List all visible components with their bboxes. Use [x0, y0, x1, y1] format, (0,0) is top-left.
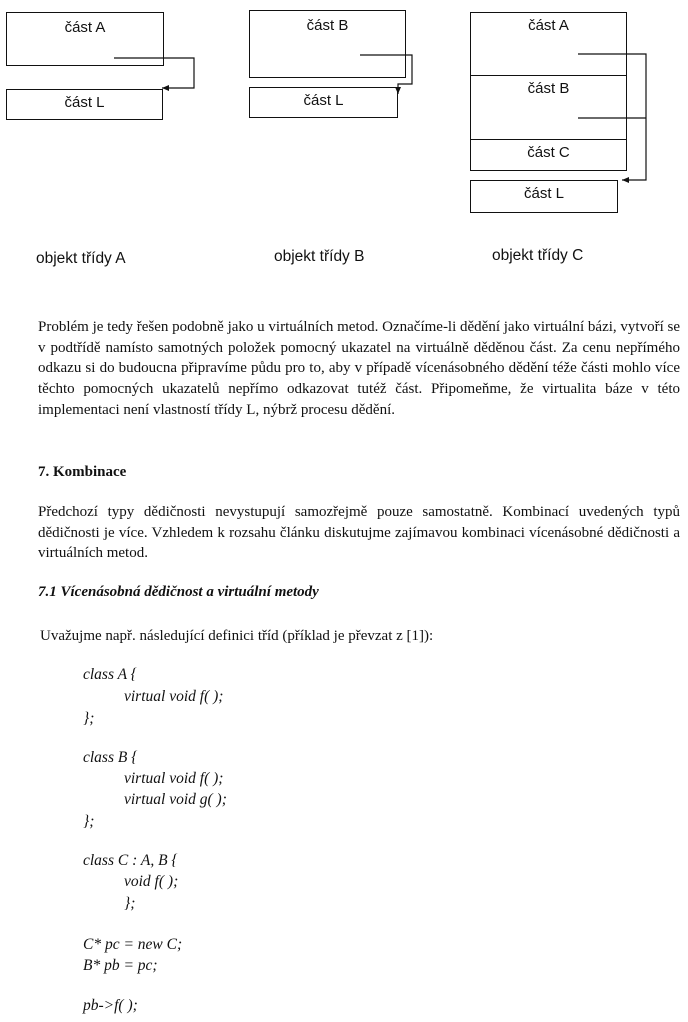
code-line: };	[83, 813, 95, 830]
code-line: virtual void f( );	[124, 688, 224, 705]
box-a-part-l: část L	[6, 89, 163, 120]
section-7-number: 7.	[38, 464, 50, 480]
code-line: class C : A, B {	[83, 852, 178, 869]
caption-object-c: objekt třídy C	[492, 247, 584, 264]
caption-object-a: objekt třídy A	[36, 250, 126, 267]
box-a-part-a: část A	[6, 12, 164, 66]
section-7-1-heading: 7.1 Vícenásobná dědičnost a virtuální metody	[38, 584, 319, 600]
paragraph-combination: Předchozí typy dědičnosti nevystupují samozřejmě pouze samostatně. Kombinací uvedených typů dědičnosti je více. Vzhledem k rozsahu článku diskutujme zajímavou kombinaci vícenásobné dědičnosti a virtuálních metod.	[38, 504, 680, 562]
paragraph-example-intro: Uvažujme např. následující definici tříd (příklad je převzat z [1]):	[40, 628, 434, 644]
code-line: };	[83, 710, 95, 727]
box-c-part-a: část A	[470, 12, 627, 76]
box-c-part-c: část C	[470, 139, 627, 171]
code-line: class B {	[83, 749, 138, 766]
box-b-part-b: část B	[249, 10, 406, 78]
paragraph-virtual-base: Problém je tedy řešen podobně jako u virtuálních metod. Označíme-li dědění jako virtuální bázi, vytvoří se v podtřídě namísto samotných položek pomocný ukazatel na virtuálně děděnou část. Za cenu nepřímého odkazu si do budoucna připravíme půdu pro to, aby v případě vícenásobného dědění téže části mohlo více těchto pomocných ukazatelů nepřímo odkazovat tutéž část. Připomeňme, že virtualita báze v této implementaci není vlastností třídy L, nýbrž procesu dědění.	[38, 319, 680, 418]
section-7-title: Kombinace	[53, 464, 127, 480]
section-7-heading	[38, 464, 126, 481]
code-line: };	[124, 895, 136, 912]
box-c-part-l: část L	[470, 180, 618, 213]
caption-object-b: objekt třídy B	[274, 248, 365, 265]
code-line: class A {	[83, 666, 137, 683]
code-line: C* pc = new C;	[83, 936, 183, 953]
code-line: void f( );	[124, 873, 179, 890]
code-line: pb->f( );	[83, 997, 138, 1014]
code-line: virtual void g( );	[124, 791, 227, 808]
box-c-part-b: část B	[470, 75, 627, 140]
code-line: virtual void f( );	[124, 770, 224, 787]
code-line: B* pb = pc;	[83, 957, 158, 974]
box-b-part-l: část L	[249, 87, 398, 118]
